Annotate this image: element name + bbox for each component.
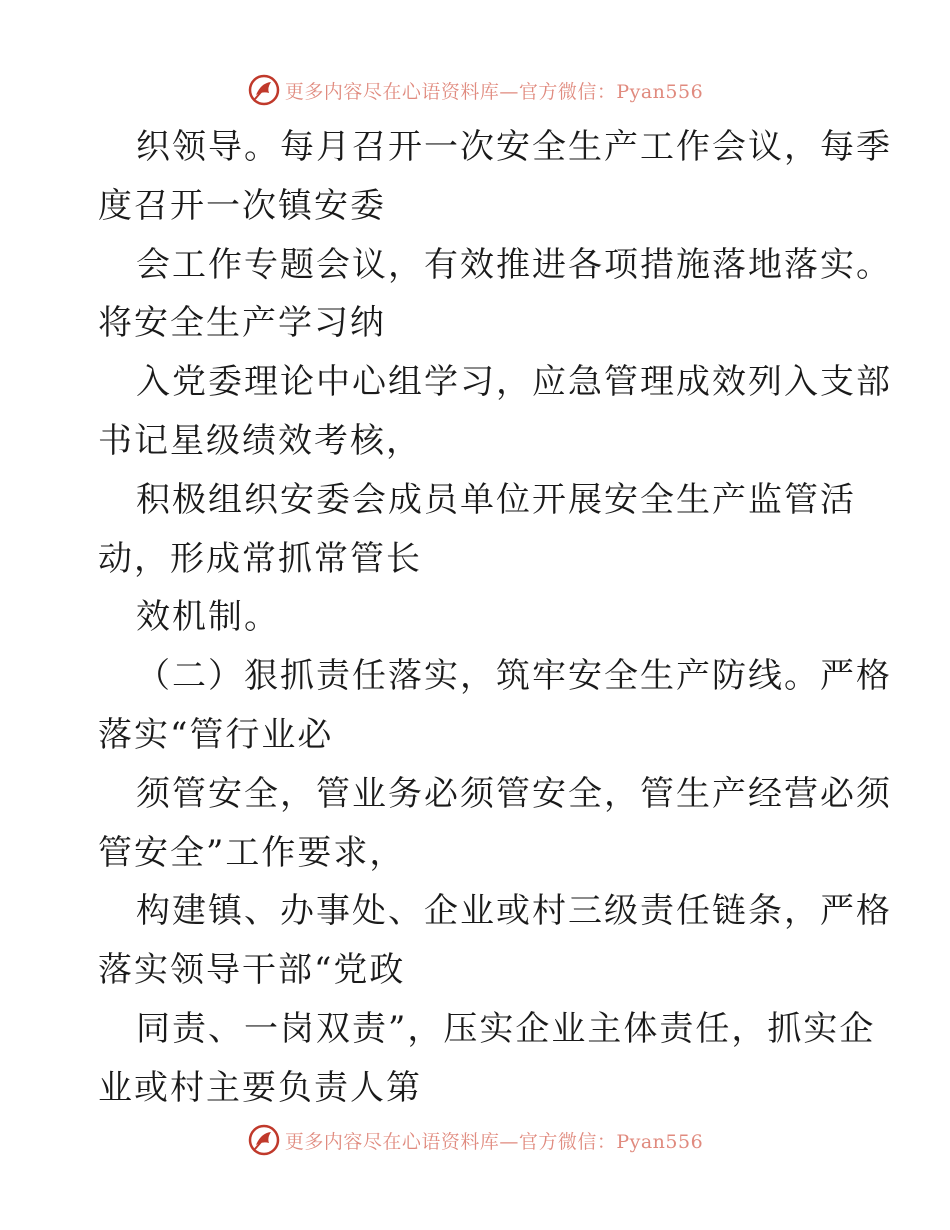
text-line: 入党委理论中心组学习，应急管理成效列入支部 — [136, 362, 892, 403]
text-line: 书记星级绩效考核， — [98, 420, 422, 461]
logo-icon — [247, 1123, 281, 1157]
text-line: 同责、一岗双责”，压实企业主体责任，抓实企 — [136, 1008, 876, 1049]
text-line: 会工作专题会议，有效推进各项措施落地落实。 — [136, 244, 892, 285]
footer-banner-text: 更多内容尽在心语资料库—官方微信：Pyan556 — [284, 1130, 704, 1153]
header-banner-text: 更多内容尽在心语资料库—官方微信：Pyan556 — [284, 80, 704, 103]
footer-watermark-banner — [0, 1120, 950, 1160]
header-watermark-banner — [0, 70, 950, 110]
text-line: 落实“管行业必 — [98, 714, 334, 755]
text-line: 落实领导干部“党政 — [98, 950, 406, 991]
logo-icon — [247, 73, 281, 107]
text-line: 构建镇、办事处、企业或村三级责任链条，严格 — [136, 891, 892, 932]
text-line: 将安全生产学习纳 — [98, 303, 386, 344]
text-line: 积极组织安委会成员单位开展安全生产监管活 — [136, 479, 856, 520]
text-line: 须管安全，管业务必须管安全，管生产经营必须 — [136, 773, 892, 814]
text-line: 业或村主要负责人第 — [98, 1067, 422, 1108]
text-line: 效机制。 — [136, 597, 280, 638]
document-body — [98, 118, 892, 1118]
text-line: 管安全”工作要求， — [98, 832, 406, 873]
section-heading-line: （二）狠抓责任落实，筑牢安全生产防线。严格 — [136, 656, 892, 697]
text-line: 度召开一次镇安委 — [98, 185, 386, 226]
text-line: 织领导。每月召开一次安全生产工作会议，每季 — [136, 127, 892, 167]
text-line: 动，形成常抓常管长 — [98, 538, 422, 579]
